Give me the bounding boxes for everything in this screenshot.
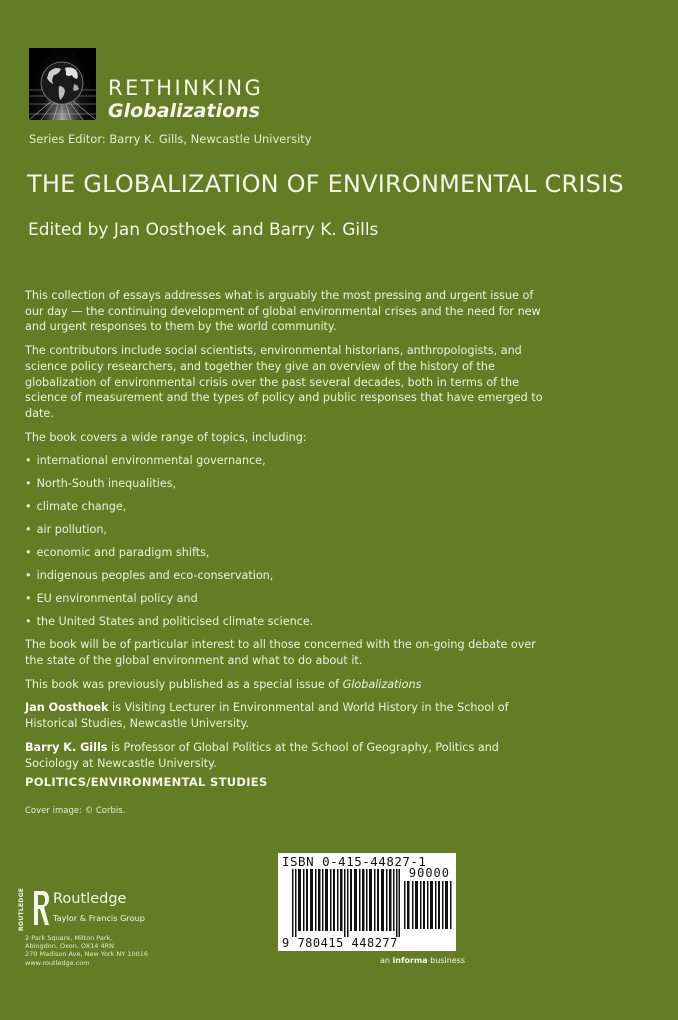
book-editors: Edited by Jan Oosthoek and Barry K. Gills (28, 220, 379, 240)
routledge-r-logo-icon (32, 889, 50, 927)
series-editor: Series Editor: Barry K. Gills, Newcastle University (29, 132, 312, 146)
topic-item: • air pollution, (25, 522, 545, 537)
publisher-group: Taylor & Francis Group (53, 913, 146, 923)
topic-item: • economic and paradigm shifts, (25, 545, 545, 560)
topic-item: • climate change, (25, 499, 545, 514)
ean-number: 9 780415 448277 (282, 936, 398, 950)
series-name-line1: RETHINKING (108, 76, 264, 100)
topics-list (25, 453, 545, 629)
publisher-address (25, 934, 148, 967)
address-line: Abingdon, Oxon, OX14 4RN (25, 942, 114, 951)
blurb-paragraph-topics-intro: The book covers a wide range of topics, including: (25, 430, 307, 444)
blurb-previously-published (25, 677, 545, 693)
topic-item: • North-South inequalities, (25, 476, 545, 491)
bio-name: Jan Oosthoek (25, 701, 109, 715)
topic-item: • international environmental governance, (25, 453, 545, 468)
blurb (25, 288, 545, 779)
blurb-paragraph-interest: The book will be of particular interest to all those concerned with the on-going debate over the state of the global environment and what to do about it. (25, 638, 536, 668)
isbn-number: ISBN 0-415-44827-1 (282, 854, 427, 869)
bio-editor-1 (25, 700, 545, 731)
topic-item: • indigenous peoples and eco-conservation, (25, 568, 545, 583)
cover-credit: Cover image: © Corbis. (25, 806, 126, 816)
bio-text: is Visiting Lecturer in Environmental and World History in the School of Historical Studies, Newcastle University. (25, 701, 509, 731)
bio-name: Barry K. Gills (25, 740, 108, 754)
vertical-text: ROUTLEDGE (18, 887, 25, 931)
series-name-line2: Globalizations (108, 100, 260, 122)
publisher-name: Routledge (53, 891, 127, 907)
book-title: THE GLOBALIZATION OF ENVIRONMENTAL CRISIS (27, 170, 624, 198)
publisher-vertical-wordmark (18, 887, 32, 931)
informa-tagline (380, 956, 465, 965)
informa-suffix: business (427, 956, 466, 965)
address-line: 270 Madison Ave, New York NY 10016 (25, 950, 148, 959)
topic-item: • EU environmental policy and (25, 591, 545, 606)
globe-grid-icon (29, 48, 96, 120)
informa-prefix: an (380, 956, 393, 965)
blurb-paragraph-contributors: The contributors include social scientists, environmental historians, anthropologists, and science policy researchers, and together they give an overview of the history of the globalization of environmental crisis over the past several decades, both in terms of the science of measurement and the types of policy and public responses that have emerged to date. (25, 344, 543, 420)
price-code: 90000 (408, 866, 450, 880)
isbn-barcode (278, 853, 456, 951)
bio-text: is Professor of Global Politics at the School of Geography, Politics and Sociology at Newcastle University. (25, 740, 499, 770)
barcode-bars-icon (292, 869, 400, 937)
subject-category: POLITICS/ENVIRONMENTAL STUDIES (25, 775, 268, 789)
address-line: 2 Park Square, Milton Park, (25, 934, 113, 942)
publisher-website: www.routledge.com (25, 958, 90, 967)
series-logo-globe-icon (29, 48, 96, 120)
bio-editor-2 (25, 740, 545, 771)
journal-name: Globalizations (342, 677, 422, 691)
topic-item: • the United States and politicised climate science. (25, 614, 545, 629)
previously-prefix: This book was previously published as a special issue of (25, 677, 343, 691)
barcode-addon-bars-icon (404, 881, 452, 929)
informa-brand: informa (392, 956, 428, 965)
blurb-paragraph-intro: This collection of essays addresses what is arguably the most pressing and urgent issue of our day — the continuing development of global environmental crises and the need for new and urgent responses to them by the world community. (25, 289, 541, 334)
